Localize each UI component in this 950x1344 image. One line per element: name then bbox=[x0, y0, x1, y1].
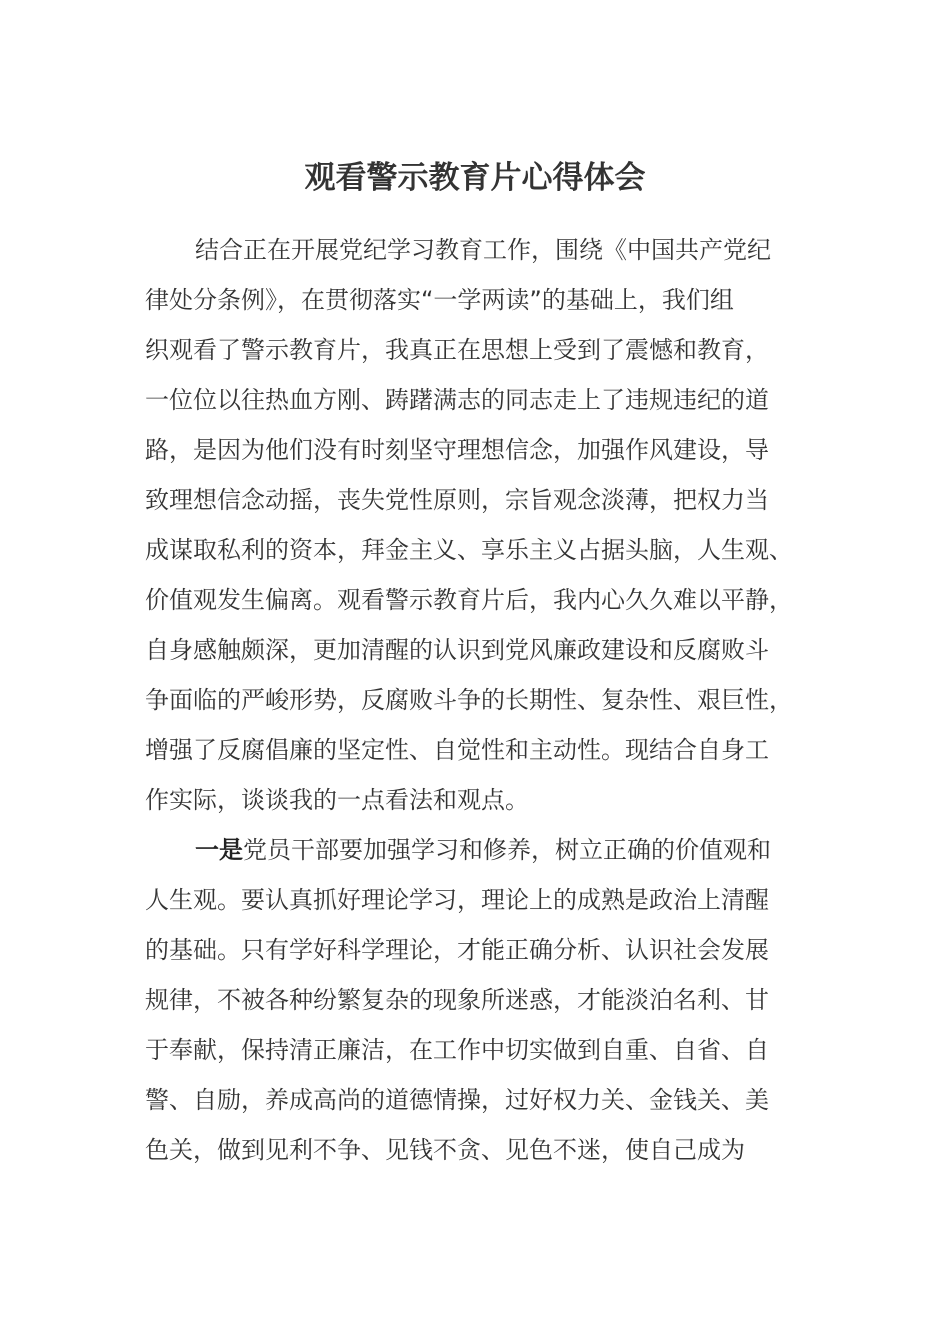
paragraph-2-line: 警、自励，养成高尚的道德情操，过好权力关、金钱关、美 bbox=[145, 1086, 769, 1114]
paragraph-1-line: 争面临的严峻形势，反腐败斗争的长期性、复杂性、艰巨性， bbox=[145, 686, 793, 714]
paragraph-1-line: 作实际，谈谈我的一点看法和观点。 bbox=[145, 786, 529, 814]
paragraph-1-line: 价值观发生偏离。观看警示教育片后，我内心久久难以平静， bbox=[145, 586, 793, 614]
paragraph-2-first-line bbox=[145, 825, 805, 875]
paragraph-1-line: 致理想信念动摇，丧失党性原则，宗旨观念淡薄，把权力当 bbox=[145, 486, 769, 514]
paragraph-2-line: 党员干部要加强学习和修养，树立正确的价值观和 bbox=[243, 836, 771, 864]
paragraph-2-line: 人生观。要认真抓好理论学习，理论上的成熟是政治上清醒 bbox=[145, 886, 769, 914]
paragraph-1-line: 自身感触颇深，更加清醒的认识到党风廉政建设和反腐败斗 bbox=[145, 636, 769, 664]
paragraph-2-line: 于奉献，保持清正廉洁，在工作中切实做到自重、自省、自 bbox=[145, 1036, 769, 1064]
paragraph-2-lead: 一是 bbox=[195, 836, 243, 864]
paragraph-1-line: 路，是因为他们没有时刻坚守理想信念，加强作风建设，导 bbox=[145, 436, 769, 464]
paragraph-1-line: 律处分条例》，在贯彻落实“一学两读”的基础上，我们组 bbox=[145, 286, 734, 314]
paragraph-1-line: 成谋取私利的资本，拜金主义、享乐主义占据头脑，人生观、 bbox=[145, 536, 793, 564]
paragraph-1-line: 一位位以往热血方刚、踌躇满志的同志走上了违规违纪的道 bbox=[145, 386, 769, 414]
paragraph-1-line: 结合正在开展党纪学习教育工作，围绕《中国共产党纪 bbox=[195, 236, 771, 264]
paragraph-2-line: 规律，不被各种纷繁复杂的现象所迷惑，才能淡泊名利、甘 bbox=[145, 986, 769, 1014]
paragraph-2-line: 色关，做到见利不争、见钱不贪、见色不迷，使自己成为 bbox=[145, 1136, 745, 1164]
paragraph-1-line: 织观看了警示教育片，我真正在思想上受到了震憾和教育， bbox=[145, 336, 769, 364]
document-title: 观看警示教育片心得体会 bbox=[304, 160, 646, 196]
paragraph-1-line: 增强了反腐倡廉的坚定性、自觉性和主动性。现结合自身工 bbox=[145, 736, 769, 764]
document-body bbox=[145, 225, 805, 1175]
paragraph-2-line: 的基础。只有学好科学理论，才能正确分析、认识社会发展 bbox=[145, 936, 769, 964]
